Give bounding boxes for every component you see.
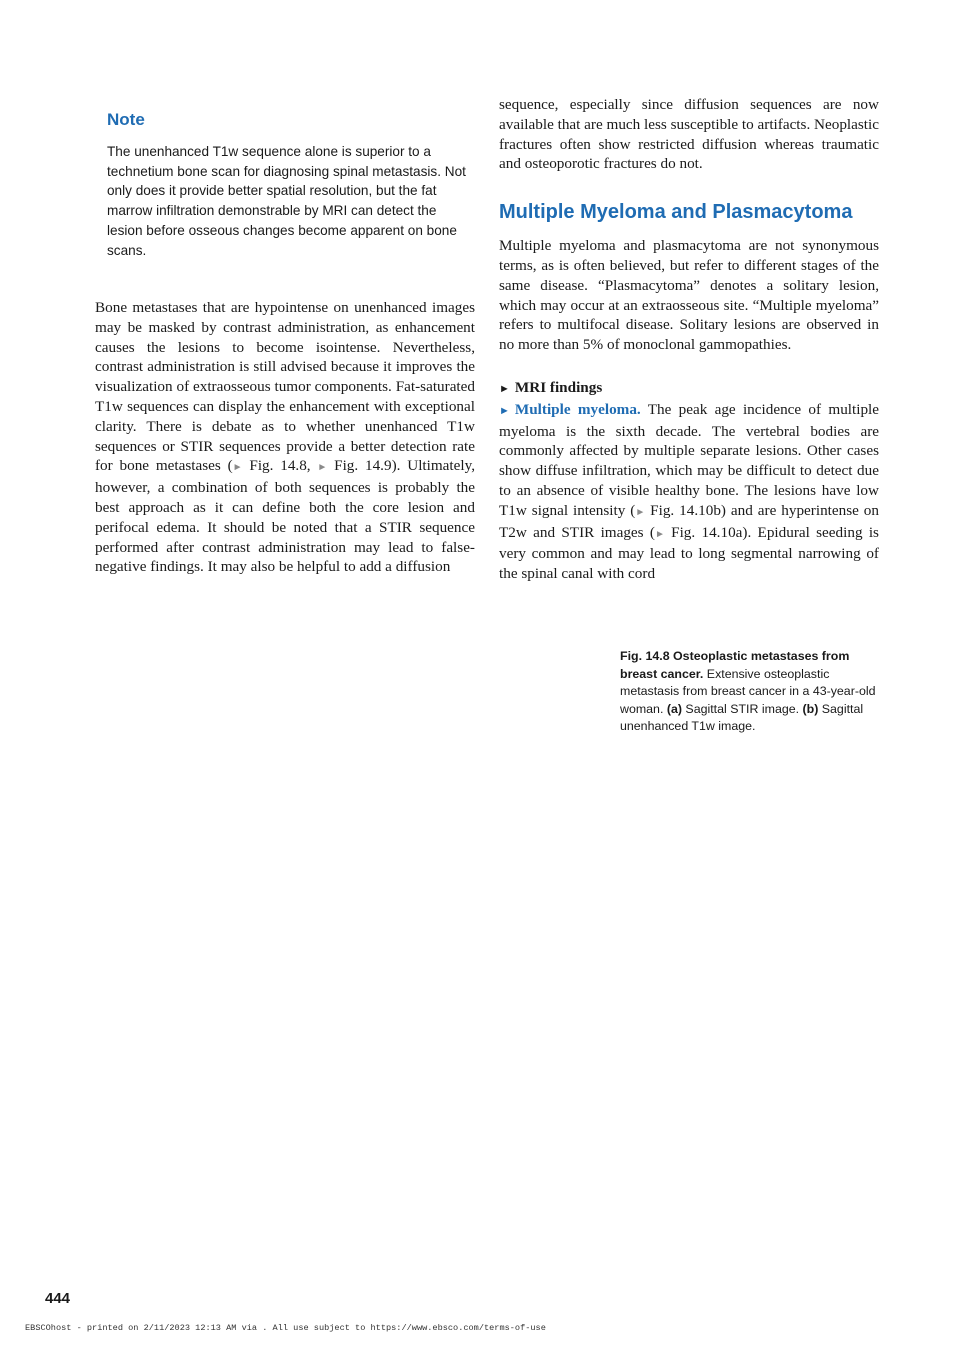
- caption-text: Sagittal unenhanced T1w image.: [620, 701, 864, 733]
- right-column: [499, 95, 879, 584]
- caption-panel-label: (b): [802, 701, 819, 716]
- caption-text: Sagittal STIR image.: [681, 701, 803, 716]
- run-in-heading: Multiple myeloma.: [514, 400, 641, 418]
- body-paragraph: [499, 400, 879, 584]
- figure-reference[interactable]: Fig. 14.10b: [645, 501, 721, 519]
- subsection-heading: [499, 378, 879, 400]
- note-box: [107, 110, 467, 260]
- text-run: The peak age incidence of multiple myeloma is the sixth decade. The vertebral bodies are commonly affected by multiple separate lesions. Other cases show diffuse infiltration, which may be difficult to detect due to an absence of visible healthy bone. The lesions have low T1w signal intensity (: [499, 400, 879, 519]
- footer-notice: EBSCOhost - printed on 2/11/2023 12:13 AM via . All use subject to https://www.ebsco.com/terms-of-use: [25, 1323, 546, 1333]
- figure-reference[interactable]: Fig. 14.8,: [242, 457, 318, 475]
- body-paragraph: sequence, especially since diffusion sequences are now available that are much less susceptible to artifacts. Neoplastic fractures often show restricted diffusion whereas traumatic and osteoporotic fractures do not.: [499, 96, 879, 173]
- text-run: ). Ultimately, however, a combination of both sequences is probably the best approach as it can define both the core lesion and perifocal edema. It should be noted that a STIR sequence performed after contrast administration may lead to false-negative findings. It may also be helpful to add a diffusion: [95, 457, 475, 576]
- note-title: Note: [107, 110, 145, 129]
- caption-label: Fig. 14.8: [620, 649, 670, 663]
- left-column: [95, 298, 475, 577]
- triangle-bullet-icon: ►: [499, 382, 510, 395]
- note-text: The unenhanced T1w sequence alone is superior to a technetium bone scan for diagnosing spinal metastasis. Not only does it provide better spatial resolution, but the fat marrow infiltration demonstrable by MRI can detect the lesion before osseous changes become apparent on bone scans.: [107, 144, 466, 258]
- reference-arrow-icon: ►: [635, 506, 646, 518]
- caption-text: Extensive osteoplastic metastasis from breast cancer in a 43-year-old woman.: [620, 666, 876, 716]
- body-paragraph: [95, 298, 475, 577]
- section-heading: Multiple Myeloma and Plasmacytoma: [499, 201, 853, 224]
- reference-arrow-icon: ►: [317, 462, 328, 474]
- figure-caption: [620, 648, 882, 736]
- page-number: 444: [45, 1290, 71, 1307]
- subsection-heading-label: MRI findings: [514, 378, 603, 396]
- text-run: ) and are hyperintense on T2w and STIR images (: [499, 501, 879, 541]
- text-run: Bone metastases that are hypointense on unenhanced images may be masked by contrast administration, as enhancement causes the lesions to become isointense. Nevertheless, contrast administration is still advised because it improves the visualization of extraosseous tumor components. Fat-saturated T1w sequences can display the enhancement with exceptional clarity. There is debate as to whether unenhanced T1w sequences or STIR sequences provide a better detection rate for bone metastases (: [95, 299, 475, 475]
- caption-panel-label: (a): [666, 701, 682, 716]
- reference-arrow-icon: ►: [232, 462, 243, 474]
- reference-arrow-icon: ►: [654, 528, 665, 540]
- text-run: ). Epidural seeding is very common and may lead to long segmental narrowing of the spinal canal with cord: [499, 523, 879, 583]
- figure-reference[interactable]: Fig. 14.10a: [664, 523, 743, 541]
- figure-reference[interactable]: Fig. 14.9: [327, 457, 392, 475]
- body-paragraph: Multiple myeloma and plasmacytoma are not synonymous terms, as is often believed, but refer to different stages of the same disease. “Plasmacytoma” denotes a solitary lesion, which may occur at an extraosseous site. “Multiple myeloma” refers to multifocal disease. Solitary lesions are observed in no more than 5% of monoclonal gammopathies.: [499, 237, 879, 354]
- caption-title: Osteoplastic metastases from breast cancer.: [620, 649, 850, 681]
- triangle-bullet-icon: ►: [499, 404, 510, 417]
